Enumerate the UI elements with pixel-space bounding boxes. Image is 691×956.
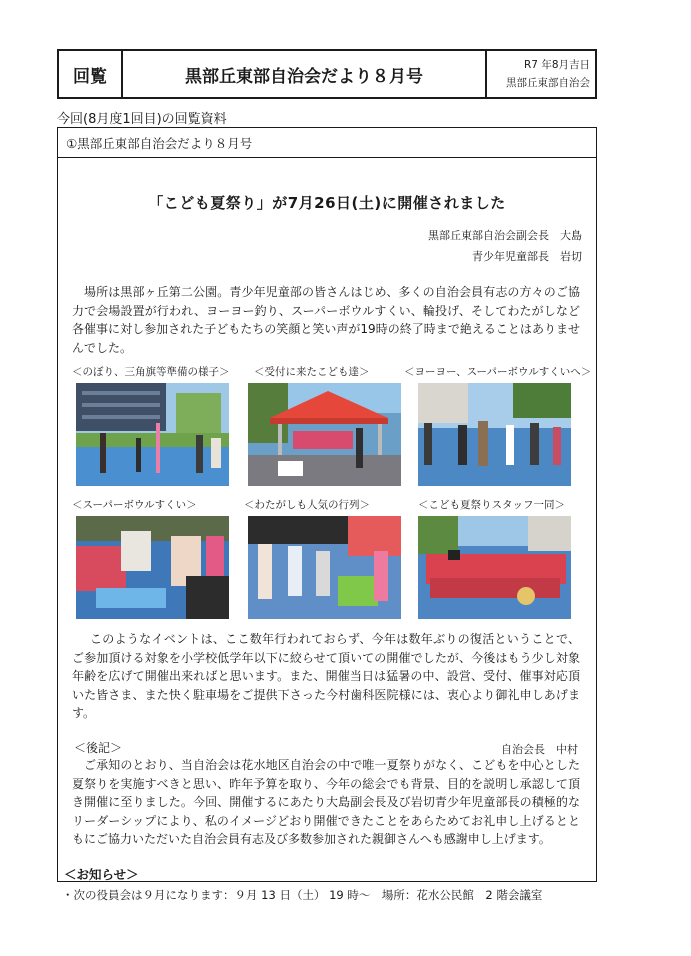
photo-banner-preparation <box>76 383 229 486</box>
caption-3: ＜ヨーヨー、スーパーボウルすくいへ＞ <box>404 366 592 378</box>
caption-6: ＜こども夏祭りスタッフ一同＞ <box>418 499 565 511</box>
content-frame <box>57 127 597 882</box>
caption-4: ＜スーパーボウルすくい＞ <box>72 499 197 511</box>
photo-festival-staff <box>418 516 571 619</box>
issuer-org: 黒部丘東部自治会 <box>506 77 590 89</box>
photo-cotton-candy-line <box>248 516 401 619</box>
postscript-paragraph: ご承知のとおり、当自治会は花水地区自治会の中で唯一夏祭りがなく、こどもを中心とした夏祭りを実施すべきと思い、昨年予算を取り、今年の総会でも背景、目的を説明し承認して頂き開催に至りました。今回、開催するにあたり大島副会長及び岩切青少年児童部長の積極的なリーダーシップにより、私のイメージどおり開催できたことをあらためてお礼申し上げるとともにご協力いただいた自治会員有志及び多数参加された親御さんへも感謝申し上げます。 <box>72 758 580 847</box>
intro-paragraph: 場所は黒部ヶ丘第二公園。青少年児童部の皆さんはじめ、多くの自治会員有志の方々のご協力で会場設置が行われ、ヨーヨー釣り、スーパーボウルすくい、輪投げ、そしてわたがしなど各催事に対し参加された子どもたちの笑顔と笑い声が19時の終了時まで絶えることはありませんでした。 <box>72 285 580 355</box>
photo-yoyo-booth <box>418 383 571 486</box>
photo-superball-scooping <box>76 516 229 619</box>
author-youth-head: 青少年児童部長 岩切 <box>472 250 582 263</box>
newsletter-title: 黒部丘東部自治会だより８月号 <box>123 51 487 97</box>
material-item-1: ①黒部丘東部自治会だより８月号 <box>58 128 596 158</box>
caption-2: ＜受付に来たこども達＞ <box>254 366 370 378</box>
photo-reception <box>248 383 401 486</box>
article-title: 「こども夏祭り」が7月26日(土)に開催されました <box>148 194 506 212</box>
author-vice-chair: 黒部丘東部自治会副会長 大島 <box>428 229 582 242</box>
postscript-label: ＜後記＞ <box>74 741 123 755</box>
chairman-name: 自治会長 中村 <box>501 743 578 756</box>
header-meta <box>487 51 595 97</box>
kairan-label: 回覧 <box>59 51 123 97</box>
issue-date: R7 年8月吉日 <box>524 59 590 71</box>
header-box <box>57 49 597 99</box>
notice-heading: ＜お知らせ＞ <box>64 867 139 882</box>
caption-1: ＜のぼり、三角旗等準備の様子＞ <box>72 366 230 378</box>
materials-label: 今回(8月度1回目)の回覧資料 <box>57 112 227 127</box>
event-paragraph: このようなイベントは、ここ数年行われておらず、今年は数年ぶりの復活ということで、ご参加頂ける対象を小学校低学年以下に絞らせて頂いての開催でしたが、今後はもう少し対象年齢を広げて開催出来ればと思います。また、開催当日は猛暑の中、設営、受付、催事対応頂いた皆さま、また快く駐車場をご提供下さった今村歯科医院様には、衷心より御礼申しあげます。 <box>72 632 580 721</box>
caption-5: ＜わたがしも人気の行列＞ <box>244 499 370 511</box>
notice-text: ・次の役員会は９月になります：９月 13 日（土） 19 時～ 場所：花水公民館 2 階会議室 <box>62 888 543 902</box>
